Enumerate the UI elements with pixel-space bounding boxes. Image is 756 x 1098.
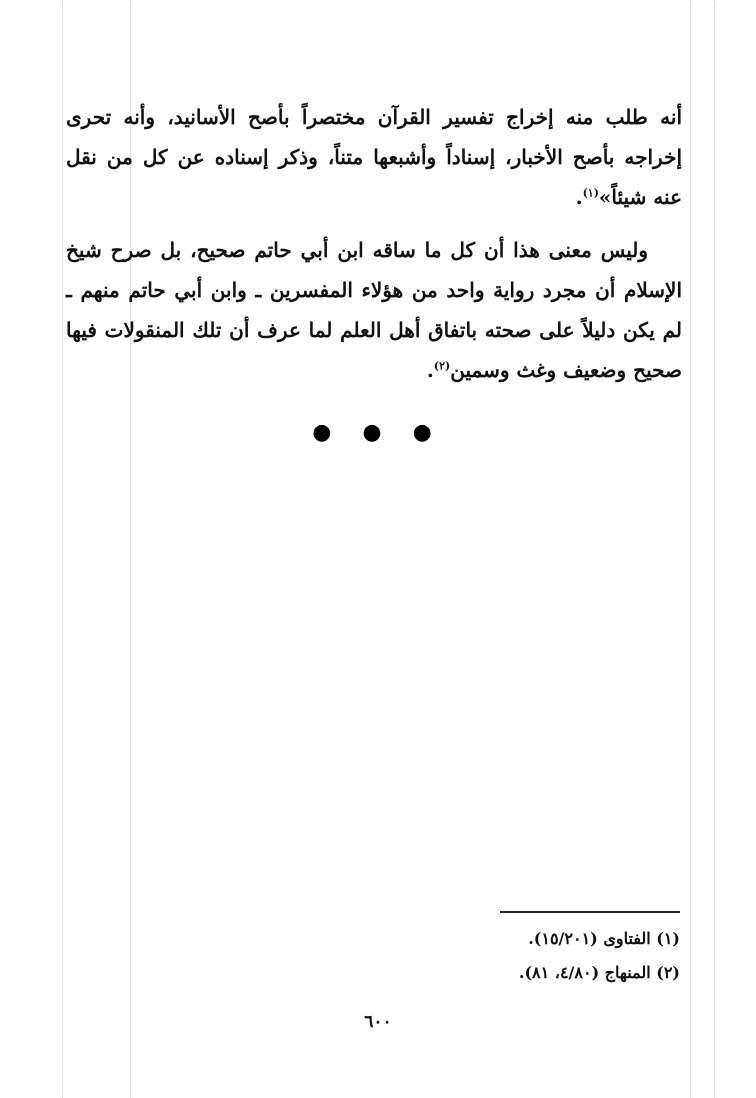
scan-guide-line: [714, 0, 715, 1098]
paragraph-2-end: .: [426, 358, 434, 382]
footnotes: [80, 922, 680, 990]
paragraph-1-end: .: [575, 185, 583, 209]
paragraph-2-text: وليس معنى هذا أن كل ما ساقه ابن أبي حاتم صحيح، بل صرح شيخ الإسلام أن مجرد رواية واحد من هؤلاء المفسرين ـ وابن أبي حاتم منهم ـ لم يكن دليلاً على صحته باتفاق أهل العلم لما عرف أن تلك المنقولات فيها صحيح وضعيف وغث وسمين: [66, 238, 682, 382]
paragraph-1-text: أنه طلب منه إخراج تفسير القرآن مختصراً بأصح الأسانيد، وأنه تحرى إخراجه بأصح الأخبار، إسناداً وأشبعها متناً، وذكر إسناده عن كل من نقل عنه شيئاً»: [66, 105, 682, 209]
section-separator: ● ● ●: [312, 420, 444, 445]
body-paragraph-2: [66, 230, 682, 390]
footnote-divider: [500, 911, 680, 913]
footnote-1: (١) الفتاوى (١٥/٢٠١).: [528, 929, 680, 948]
footnote-ref-2[interactable]: (٢): [433, 359, 451, 373]
body-paragraph-1: [66, 97, 682, 217]
scan-guide-line: [690, 0, 691, 1098]
page-number: ٦٠٠: [364, 1012, 392, 1032]
scan-guide-line: [62, 0, 63, 1098]
footnote-2: (٢) المنهاج (٤/٨٠، ٨١).: [518, 963, 680, 982]
footnote-ref-1[interactable]: (١): [582, 186, 599, 200]
